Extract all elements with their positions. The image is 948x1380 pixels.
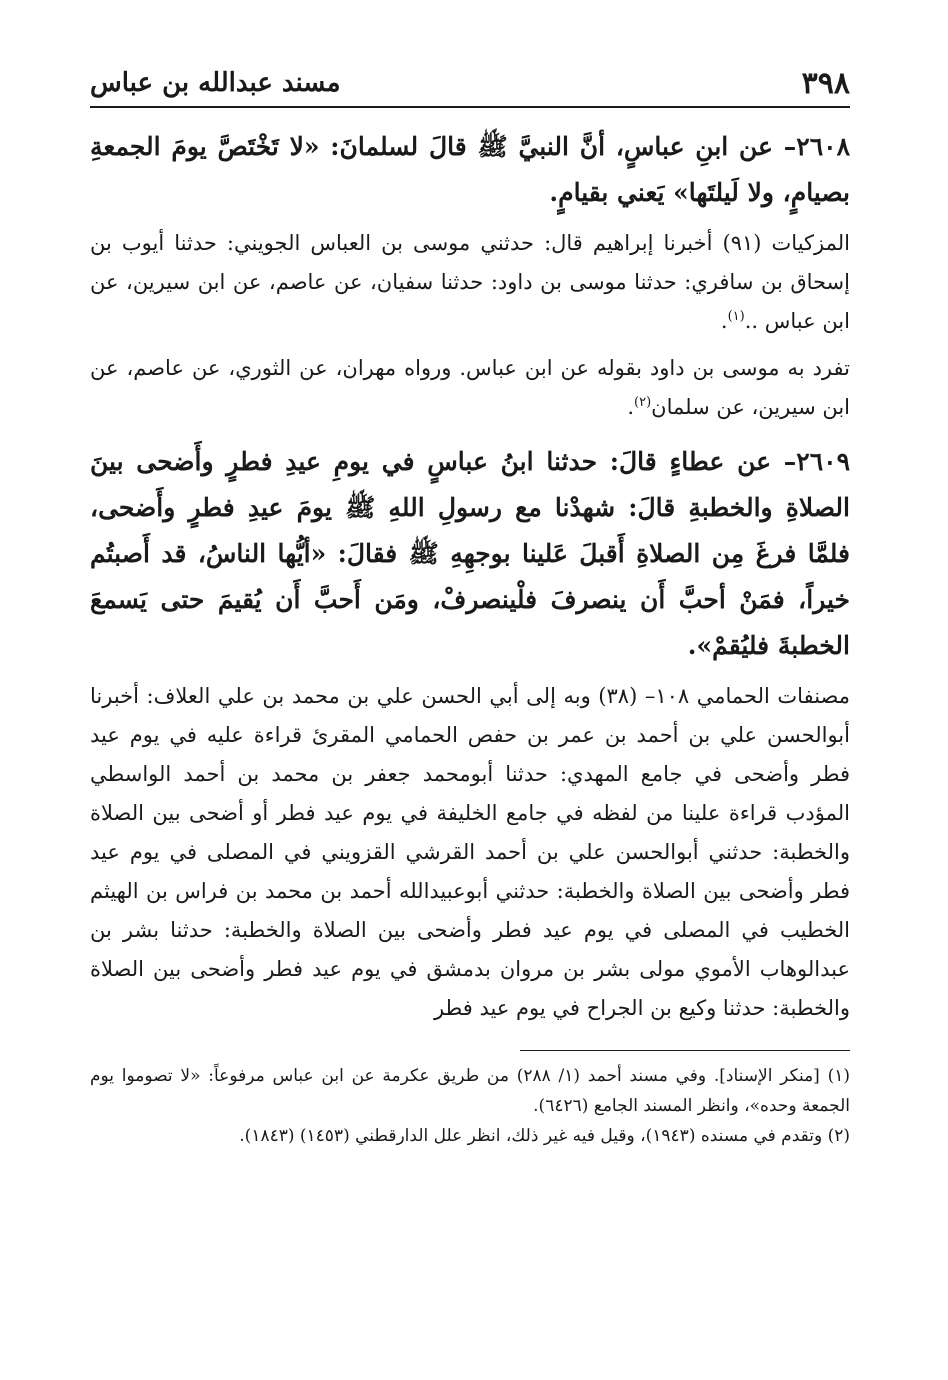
hadith-2608-text: ٢٦٠٨– عن ابنِ عباسٍ، أنَّ النبيَّ ﷺ قالَ لسلمانَ: «لا تَخْتَصَّ يومَ الجمعةِ بصيامٍ، ولا لَيلتَها» يَعني بقيامٍ.: [90, 132, 850, 207]
footnote-2: (٢) وتقدم في مسنده (١٩٤٣)، وقيل فيه غير ذلك، انظر علل الدارقطني (١٤٥٣) (١٨٤٣).: [239, 1126, 850, 1146]
page-number: ٣٩٨: [801, 66, 850, 101]
running-title: مسند عبدالله بن عباس: [90, 68, 341, 98]
page-body: [90, 124, 850, 1028]
source-text: تفرد به موسى بن داود بقوله عن ابن عباس. ورواه مهران، عن الثوري، عن عاصم، عن ابن سيرين، عن سلمان: [90, 356, 850, 419]
header-rule: [90, 106, 850, 108]
source-hammami: مصنفات الحمامي ١٠٨– (٣٨) وبه إلى أبي الحسن علي بن محمد بن علي العلاف: أخبرنا أبوالحسن علي بن أحمد بن عمر بن حفص الحمامي المقرئ قراءة عليه في يوم عيد فطر وأضحى في جامع المهدي: حدثنا أبومحمد جعفر بن محمد بن أحمد الواسطي المؤدب قراءة علينا من لفظه في جامع الخليفة في يوم عيد فطر أو أضحى بين الصلاة والخطبة: حدثني أبوالحسن علي بن أحمد القرشي القزويني في المصلى في يوم عيد فطر وأضحى بين الصلاة والخطبة: حدثني أبوعبيدالله أحمد بن محمد بن فراس بن الهيثم الخطيب في المصلى في يوم عيد فطر وأضحى بين الصلاة والخطبة: حدثنا بشر بن عبدالوهاب الأموي مولى بشر بن مروان بدمشق في يوم عيد فطر وأضحى بين الصلاة والخطبة: حدثنا وكيع بن الجراح في يوم عيد فطر: [90, 684, 850, 1020]
source-text: المزكيات (٩١) أخبرنا إبراهيم قال: حدثني موسى بن العباس الجويني: حدثنا أيوب بن إسحاق بن سافري: حدثنا موسى بن داود: حدثنا سفيان، عن عاصم، عن ابن سيرين، عن ابن عباس ..: [90, 231, 851, 333]
footnote-1: (١) [منكر الإسناد]. وفي مسند أحمد (١/ ٢٨٨) من طريق عكرمة عن ابن عباس مرفوعاً: «لا تصوموا يوم الجمعة وحده»، وانظر المسند الجامع (٦٤٢٦).: [90, 1066, 850, 1116]
footnote-ref[interactable]: (١): [727, 309, 745, 324]
source-mozakkiyat: المزكيات (٩١) أخبرنا إبراهيم قال: حدثني موسى بن العباس الجويني: حدثنا أيوب بن إسحاق بن سافري: حدثنا موسى بن داود: حدثنا سفيان، عن عاصم، عن ابن سيرين، عن ابن عباس ..$^{(١)}$.: [90, 231, 851, 333]
page: [90, 62, 850, 1151]
footnotes: [90, 1061, 850, 1151]
source-commentary: تفرد به موسى بن داود بقوله عن ابن عباس. ورواه مهران، عن الثوري، عن عاصم، عن ابن سيرين، عن سلمان$^{(٢)}$.: [90, 356, 850, 419]
page-header: [90, 62, 850, 106]
hadith-2609-text: ٢٦٠٩– عن عطاءٍ قالَ: حدثنا ابنُ عباسٍ في يومِ عيدِ فطرٍ وأَضحى بينَ الصلاةِ والخطبةِ قالَ: شهدْنا مع رسولِ اللهِ ﷺ يومَ عيدِ فطرٍ وأَضحى، فلمَّا فرغَ مِن الصلاةِ أَقبلَ عَلينا بوجهِهِ ﷺ فقالَ: «أيُّها الناسُ، قد أَصبتُم خيراً، فمَنْ أحبَّ أَن ينصرفَ فلْينصرفْ، ومَن أَحبَّ أَن يُقيمَ حتى يَسمعَ الخطبةَ فليُقمْ».: [90, 447, 850, 660]
footnote-ref[interactable]: (٢): [634, 395, 652, 410]
footnote-rule: [520, 1050, 850, 1051]
